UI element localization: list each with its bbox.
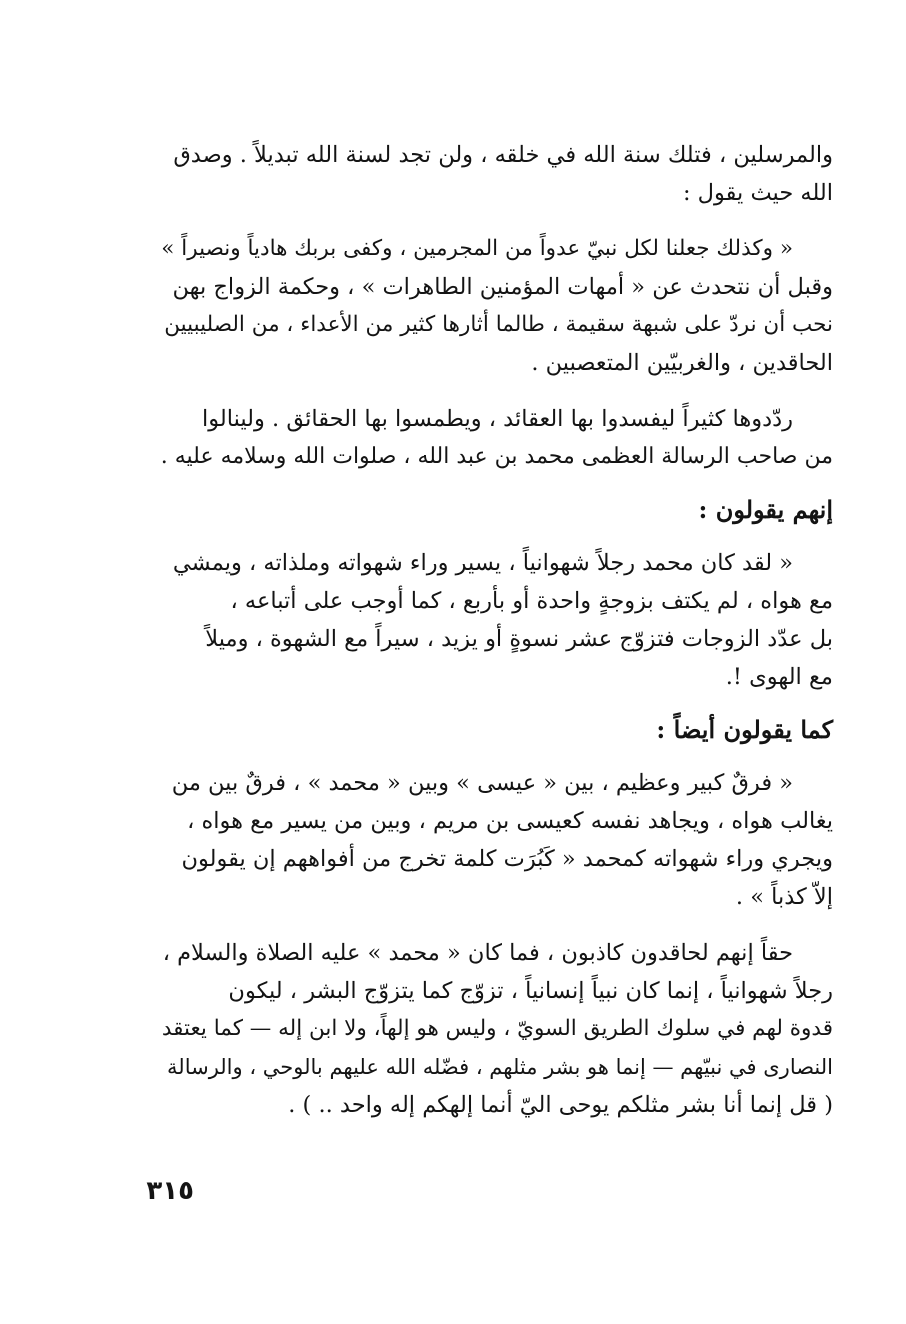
text-line: الحاقدين ، والغربيّين المتعصبين . [531, 350, 833, 376]
quote-line: ( قل إنما أنا بشر مثلكم يوحى اليّ أنما إلهكم إله واحد .. ) . [288, 1092, 833, 1118]
text-line: حقاً إنهم لحاقدون كاذبون ، فما كان « محمد » عليه الصلاة والسلام ، [162, 940, 793, 966]
paragraph [161, 544, 833, 696]
paragraph [161, 400, 833, 476]
paragraph [161, 764, 833, 916]
text-line: نحب أن نردّ على شبهة سقيمة ، طالما أثارها كثير من الأعداء ، من الصليبيين [164, 312, 833, 337]
text-line: بل عدّد الزوجات فتزوّج عشر نسوةٍ أو يزيد ، سيراً مع الشهوة ، وميلاً [205, 626, 833, 652]
paragraph [161, 136, 833, 212]
text-line: من صاحب الرسالة العظمى محمد بن عبد الله ، صلوات الله وسلامه عليه . [160, 444, 833, 469]
page-number: ٣١٥ [146, 1176, 194, 1206]
text-line: رجلاً شهوانياً ، إنما كان نبياً إنسانياً ، تزوّج كما يتزوّج البشر ، ليكون [228, 978, 833, 1004]
paragraph [161, 230, 833, 382]
text-line: وقبل أن نتحدث عن « أمهات المؤمنين الطاهرات » ، وحكمة الزواج بهن [172, 274, 833, 300]
text-line: يغالب هواه ، ويجاهد نفسه كعيسى بن مريم ، وبين من يسير مع هواه ، [187, 808, 833, 834]
text-line: إلاّ كذباً » . [735, 884, 833, 910]
text-line: قدوة لهم في سلوك الطريق السويّ ، وليس هو إلهاً، ولا ابن إله — كما يعتقد [161, 1016, 833, 1041]
section-heading: إنهم يقولون : [698, 495, 833, 524]
quote-line: « لقد كان محمد رجلاً شهوانياً ، يسير وراء شهواته وملذاته ، ويمشي [172, 550, 793, 576]
text-line: والمرسلين ، فتلك سنة الله في خلقه ، ولن تجد لسنة الله تبديلاً . وصدق [173, 142, 833, 168]
quote-line: « وكذلك جعلنا لكل نبيّ عدواً من المجرمين ، وكفى بربك هادياً ونصيراً » [161, 236, 793, 261]
text-line: الله حيث يقول : [682, 180, 833, 206]
text-line: مع الهوى !. [725, 664, 833, 690]
section-heading: كما يقولون أيضاً : [656, 715, 833, 744]
page-body [161, 136, 833, 1124]
text-line: مع هواه ، لم يكتف بزوجةٍ واحدة أو بأربع ، كما أوجب على أتباعه ، [230, 588, 833, 614]
text-line: النصارى في نبيّهم — إنما هو بشر مثلهم ، فضّله الله عليهم بالوحي ، والرسالة [167, 1055, 833, 1079]
paragraph [161, 934, 833, 1124]
text-line: ردّدوها كثيراً ليفسدوا بها العقائد ، ويطمسوا بها الحقائق . ولينالوا [202, 406, 793, 432]
quote-line: « فرقٌ كبير وعظيم ، بين « عيسى » وبين « محمد » ، فرقٌ بين من [171, 770, 793, 796]
text-line: ويجري وراء شهواته كمحمد « كَبُرَت كلمة تخرج من أفواههم إن يقولون [181, 846, 833, 872]
